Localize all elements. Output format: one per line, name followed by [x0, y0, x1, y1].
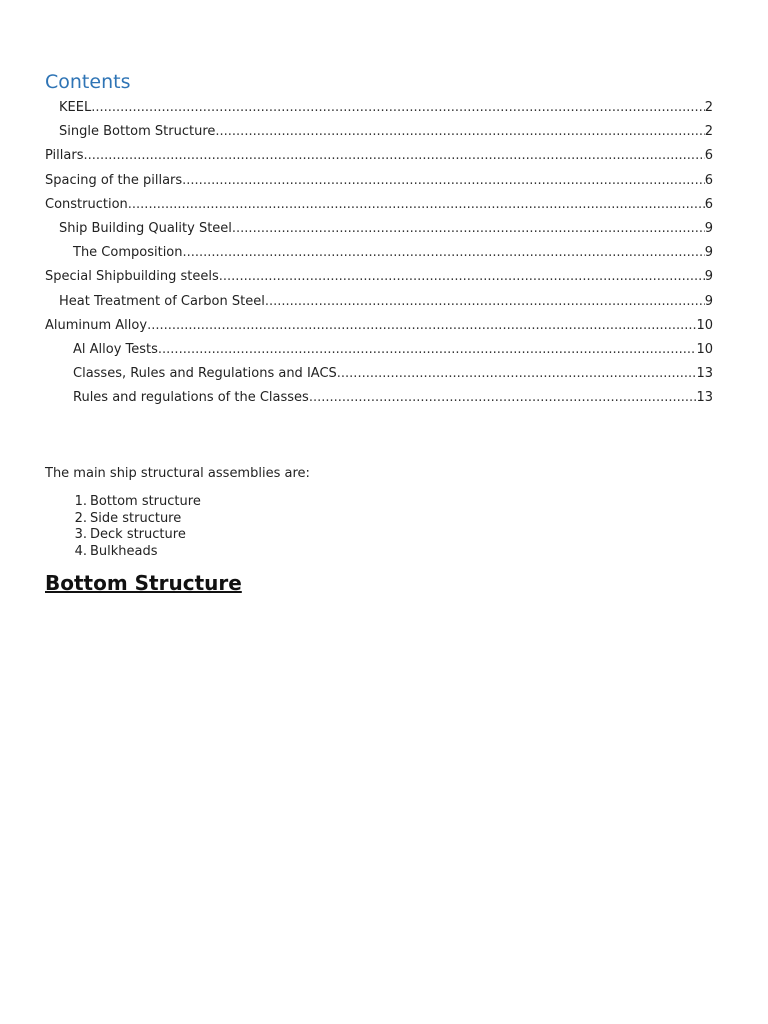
toc-entry-label: KEEL	[59, 100, 92, 116]
toc-dot-leader	[147, 318, 696, 334]
toc-entry-page: 13	[696, 390, 713, 406]
toc-entry[interactable]	[45, 96, 713, 120]
toc-entry-page: 2	[704, 124, 713, 140]
toc-entry-page: 10	[696, 317, 713, 333]
toc-dot-leader	[232, 221, 705, 237]
toc-entry-label: The Composition	[73, 245, 183, 261]
toc-entry-label: Rules and regulations of the Classes	[73, 390, 309, 406]
toc-dot-leader	[83, 148, 704, 164]
list-item-text: Bottom structure	[90, 494, 201, 509]
toc-entry[interactable]	[45, 362, 713, 386]
toc-entry[interactable]	[45, 144, 713, 168]
intro-paragraph: The main ship structural assemblies are:	[45, 466, 310, 481]
toc-entry-label: Heat Treatment of Carbon Steel	[59, 293, 265, 309]
list-item	[45, 544, 201, 561]
toc-dot-leader	[265, 294, 705, 310]
toc-title: Contents	[45, 71, 131, 93]
toc-entry[interactable]	[45, 265, 713, 289]
toc-entry-page: 6	[704, 172, 713, 188]
toc-dot-leader	[158, 342, 697, 358]
toc-dot-leader	[91, 100, 705, 116]
toc-entry[interactable]	[45, 241, 713, 265]
assemblies-list	[45, 494, 201, 560]
toc-dot-leader	[337, 366, 697, 382]
toc-entry-page: 6	[704, 196, 713, 212]
list-item-number: 3.	[74, 527, 87, 542]
toc-dot-leader	[219, 269, 705, 285]
toc-entry-page: 9	[704, 293, 713, 309]
toc-entry[interactable]	[45, 290, 713, 314]
toc-entry[interactable]	[45, 217, 713, 241]
toc-dot-leader	[182, 173, 705, 189]
toc-dot-leader	[128, 197, 705, 213]
toc-entry-page: 13	[696, 366, 713, 382]
toc-entry-page: 9	[704, 221, 713, 237]
list-item	[45, 494, 201, 511]
toc-entry[interactable]	[45, 120, 713, 144]
toc-entry-page: 10	[696, 341, 713, 357]
list-item-number: 2.	[74, 510, 87, 526]
toc-entry-label: Special Shipbuilding steels	[45, 269, 219, 285]
toc-entry[interactable]	[45, 386, 713, 410]
toc-entry-page: 6	[704, 148, 713, 164]
toc-entry-page: 9	[704, 245, 713, 261]
list-item-text: Side structure	[90, 510, 182, 526]
toc-dot-leader	[215, 124, 704, 140]
list-item-text: Bulkheads	[90, 543, 158, 559]
toc-entry[interactable]	[45, 169, 713, 193]
toc-entry-label: Aluminum Alloy	[45, 317, 148, 333]
toc-dot-leader	[309, 390, 697, 406]
list-item-number: 4.	[74, 543, 87, 559]
toc-entry-label: Construction	[45, 196, 128, 212]
toc-entry-label: Single Bottom Structure	[59, 124, 216, 140]
toc-entry-label: Al Alloy Tests	[73, 341, 158, 357]
list-item-number: 1.	[74, 494, 87, 509]
toc-entry-label: Ship Building Quality Steel	[59, 221, 232, 237]
toc-entry[interactable]	[45, 314, 713, 338]
toc-entry-label: Classes, Rules and Regulations and IACS	[73, 366, 337, 382]
list-item	[45, 527, 201, 544]
toc-entry-page: 9	[704, 269, 713, 285]
toc-entry-page: 2	[704, 100, 713, 116]
toc-entry[interactable]	[45, 338, 713, 362]
toc-dot-leader	[183, 245, 705, 261]
toc-entry-label: Spacing of the pillars	[45, 172, 183, 188]
list-item	[45, 511, 201, 528]
toc-entry-label: Pillars	[45, 148, 84, 164]
toc-entry[interactable]	[45, 193, 713, 217]
table-of-contents	[45, 96, 713, 410]
list-item-text: Deck structure	[90, 527, 186, 542]
section-heading: Bottom Structure	[45, 571, 242, 595]
